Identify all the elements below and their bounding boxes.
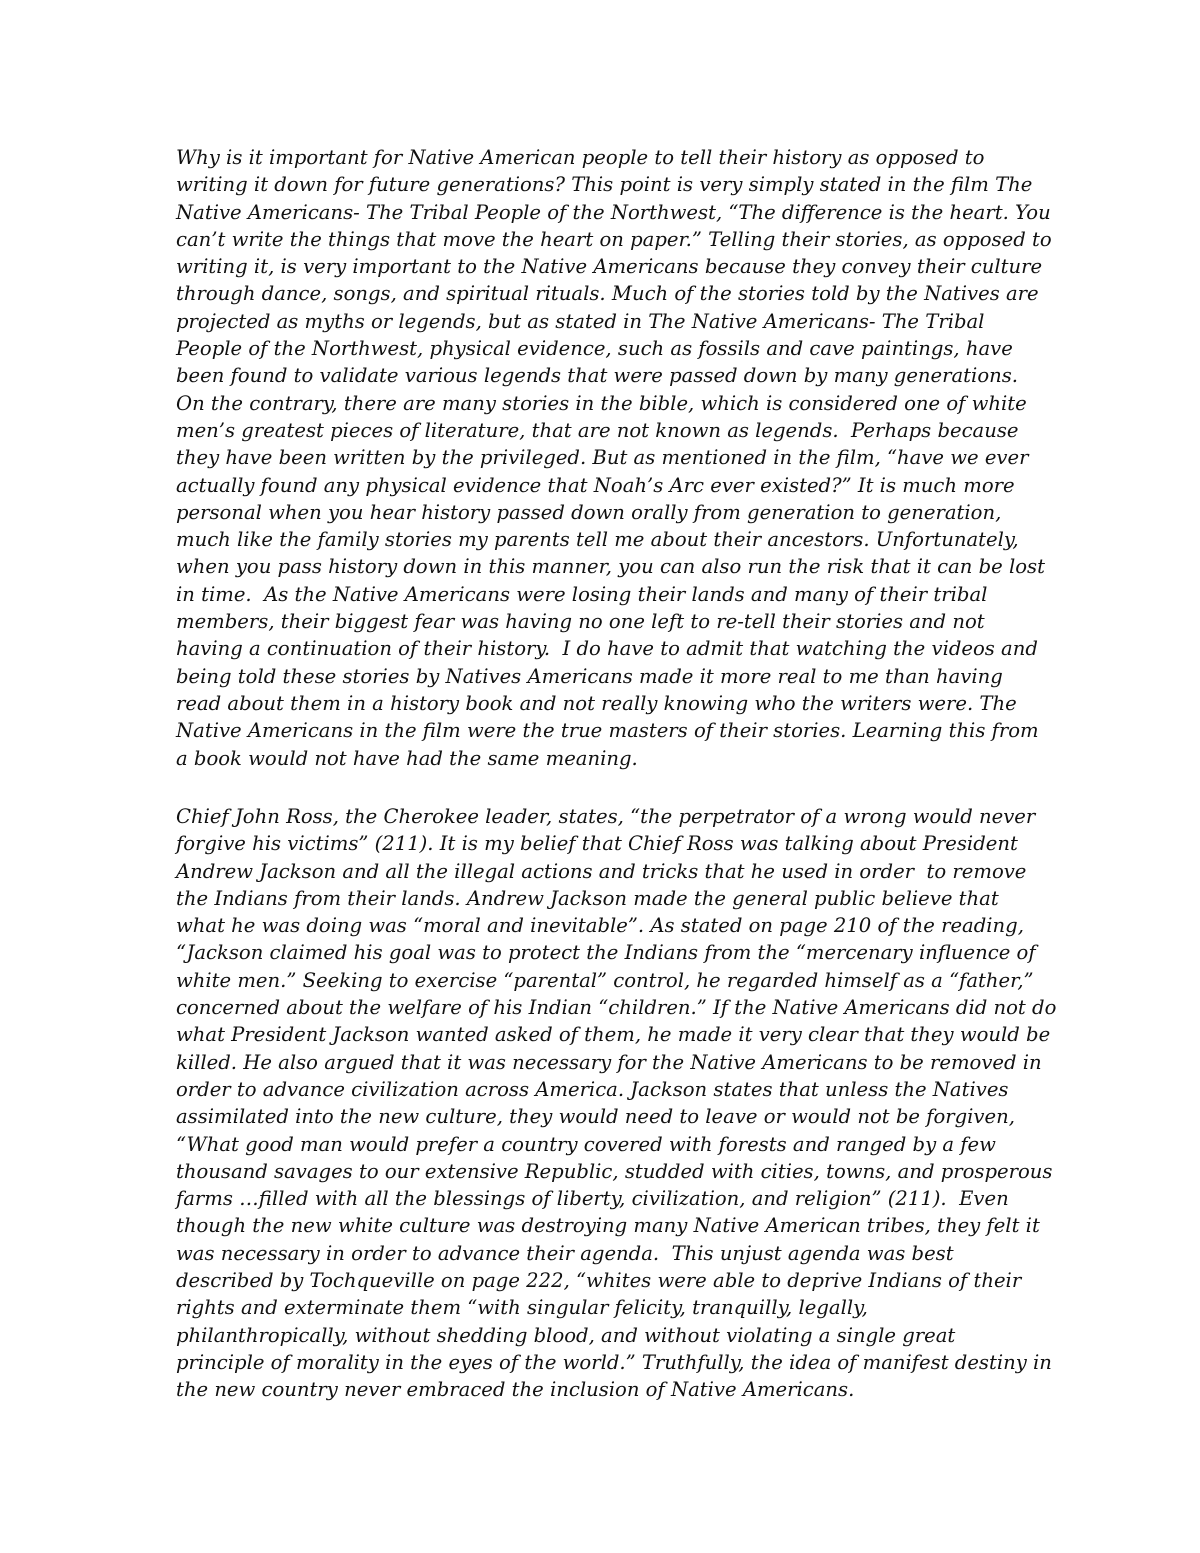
paragraph-2 — [176, 803, 1057, 1404]
text-line: read about them in a history book and not really knowing who the writers were. The — [176, 691, 1017, 715]
text-line: through dance, songs, and spiritual rituals. Much of the stories told by the Natives are — [176, 282, 1039, 306]
text-line: writing it, is very important to the Native Americans because they convey their culture — [176, 255, 1043, 279]
text-line: much like the family stories my parents tell me about their ancestors. Unfortunately, — [176, 528, 1019, 552]
text-line: “Jackson claimed his goal was to protect the Indians from the “mercenary influence of — [176, 941, 1036, 965]
text-line: Chief John Ross, the Cherokee leader, states, “the perpetrator of a wrong would never — [176, 805, 1036, 828]
text-line: what he was doing was “moral and inevitable”. As stated on page 210 of the reading, — [176, 914, 1024, 938]
text-line: what President Jackson wanted asked of them, he made it very clear that they would be — [176, 1023, 1051, 1047]
text-line: writing it down for future generations? This point is very simply stated in the film The — [176, 173, 1033, 197]
text-line: killed. He also argued that it was necessary for the Native Americans to be removed in — [176, 1050, 1042, 1074]
text-line: though the new white culture was destroying many Native American tribes, they felt it — [176, 1214, 1040, 1238]
text-line: projected as myths or legends, but as stated in The Native Americans- The Tribal — [176, 309, 985, 333]
text-line: Native Americans in the film were the true masters of their stories. Learning this from — [176, 719, 1039, 743]
text-line: described by Tochqueville on page 222, “whites were able to deprive Indians of their — [176, 1269, 1022, 1293]
text-line: thousand savages to our extensive Republic, studded with cities, towns, and prosperous — [176, 1159, 1053, 1183]
text-line: the Indians from their lands. Andrew Jackson made the general public believe that — [176, 886, 999, 910]
text-line: concerned about the welfare of his Indian “children.” If the Native Americans did not do — [176, 996, 1057, 1020]
text-line: order to advance civilization across America. Jackson states that unless the Natives — [176, 1077, 1009, 1101]
text-line: Native Americans- The Tribal People of the Northwest, “The difference is the heart. You — [176, 200, 1051, 224]
text-line: “What good man would prefer a country covered with forests and ranged by a few — [176, 1132, 996, 1156]
text-line: they have been written by the privileged. But as mentioned in the film, “have we ever — [176, 446, 1029, 470]
text-line: being told these stories by Natives Americans made it more real to me than having — [176, 664, 1003, 688]
text-line: can’t write the things that move the heart on paper.” Telling their stories, as opposed to — [176, 227, 1052, 251]
text-line: philanthropically, without shedding blood, and without violating a single great — [176, 1323, 956, 1347]
text-line: was necessary in order to advance their agenda. This unjust agenda was best — [176, 1241, 954, 1265]
text-line: the new country never embraced the inclusion of Native Americans. — [176, 1378, 855, 1402]
text-line: Why is it important for Native American people to tell their history as opposed to — [176, 146, 985, 169]
text-line: white men.” Seeking to exercise “parental” control, he regarded himself as a “father,” — [176, 968, 1034, 992]
text-line: actually found any physical evidence that Noah’s Arc ever existed?” It is much more — [176, 473, 1015, 497]
text-line: a book would not have had the same meaning. — [176, 746, 638, 770]
text-line: men’s greatest pieces of literature, that are not known as legends. Perhaps because — [176, 418, 1019, 442]
text-line: forgive his victims” (211). It is my belief that Chief Ross was talking about President — [176, 832, 1018, 856]
text-line: principle of morality in the eyes of the world.” Truthfully, the idea of manifest destiny in — [176, 1350, 1052, 1374]
text-line: On the contrary, there are many stories in the bible, which is considered one of white — [176, 391, 1027, 415]
paragraph-1 — [176, 144, 1052, 772]
text-line: having a continuation of their history. I do have to admit that watching the videos and — [176, 637, 1038, 661]
text-line: farms …filled with all the blessings of liberty, civilization, and religion” (211). Even — [176, 1187, 1009, 1211]
text-line: been found to validate various legends that were passed down by many generations. — [176, 364, 1019, 388]
text-line: assimilated into the new culture, they would need to leave or would not be forgiven, — [176, 1105, 1015, 1129]
text-line: rights and exterminate them “with singular felicity, tranquilly, legally, — [176, 1296, 868, 1320]
text-line: when you pass history down in this manner, you can also run the risk that it can be lost — [176, 555, 1045, 579]
text-line: Andrew Jackson and all the illegal actions and tricks that he used in order to remove — [176, 859, 1027, 883]
text-line: in time. As the Native Americans were losing their lands and many of their tribal — [176, 582, 988, 606]
text-line: members, their biggest fear was having no one left to re-tell their stories and not — [176, 610, 985, 634]
text-line: personal when you hear history passed down orally from generation to generation, — [176, 500, 1002, 524]
text-line: People of the Northwest, physical evidence, such as fossils and cave paintings, have — [176, 337, 1013, 361]
